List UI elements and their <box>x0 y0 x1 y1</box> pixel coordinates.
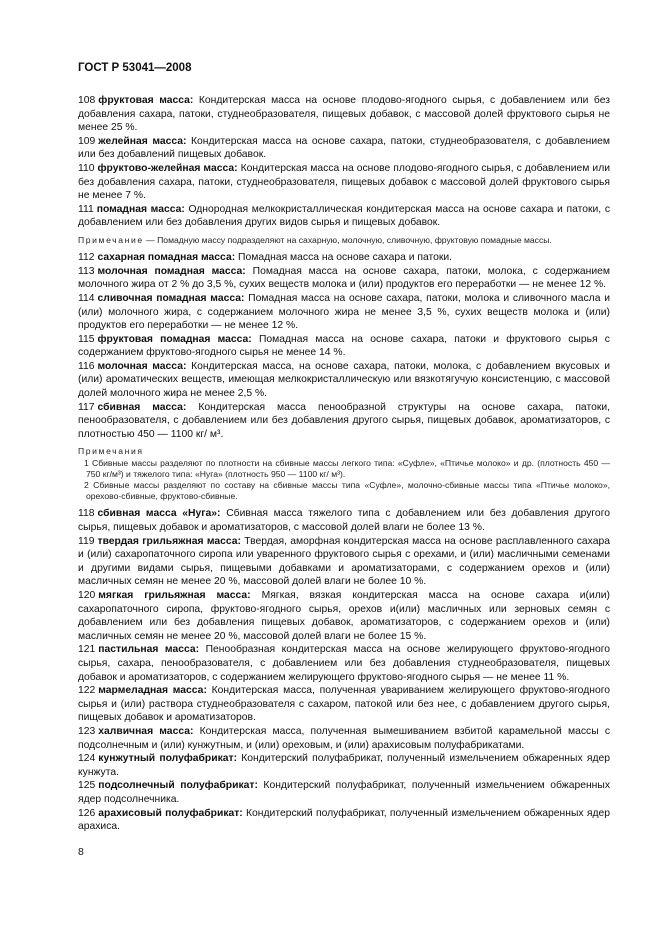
term-123: 123 халвичная масса: Кондитерская масса, полученная вымешиванием взбитой карамельной массы с подсолнечным и (или) кунжутным, и (или) ореховым, и (или) арахисовым полуфабрикатами. <box>78 725 611 751</box>
term-124: 124 кунжутный полуфабрикат: Кондитерский полуфабрикат, полученный измельчением обжаренных ядер кунжута. <box>78 753 610 778</box>
note-item-1: 1 Сбивные массы разделяют по плотности на сбивные массы легкого типа: «Суфле», «Птичье молоко» и др. (плотность 450 — 750 кг/м³) и тяжелого типа: «Нуга» (плотность 950 — 1100 кг/ м³). <box>84 457 610 479</box>
note-fondant: Примечание — Помадную массу подразделяют на сахарную, молочную, сливочную, фруктовую помадные массы. <box>78 234 552 245</box>
terms-group-b <box>78 251 610 441</box>
document-header: ГОСТ Р 53041—2008 <box>78 62 192 74</box>
term-119: 119 твердая грильяжная масса: Твердая, аморфная кондитерская масса на основе расплавленного сахара и (или) сахаропаточного сиропа или уваренного фруктового сырья с орехами, и (или) масличными семенами и другими видами сырья, пищевыми добавками и ароматизаторами, с содержанием орехов и (или) масличных семян не менее 20 %, массовой долей влаги не более 10 %. <box>78 535 610 588</box>
note-heading: Примечания <box>78 446 144 457</box>
term-111: 111 помадная масса: Однородная мелкокристаллическая кондитерская масса на основе сахара и патоки, с добавлением или без добавления других видов сырья и пищевых добавок. <box>78 203 610 229</box>
term-108: 108 фруктовая масса: Кондитерская масса на основе плодово-ягодного сырья, с добавлением или без добавления сахара, патоки, студнеобразователя, пищевых добавок, с массовой долей фруктового сырья не менее 25 %. <box>78 95 610 134</box>
term-122: 122 мармеладная масса: Кондитерская масса, полученная увариванием желирующего фруктово-ягодного сырья и (или) раствора студнеобразователя с сахаром, патокой или без нее, с добавлением другого сырья, пищевых добавок и ароматизаторов. <box>78 685 610 724</box>
terms-group-c <box>78 507 610 833</box>
note-whipped-masses <box>78 446 610 502</box>
term-118: 118 сбивная масса «Нуга»: Сбивная масса тяжелого типа с добавлением или без добавления другого сырья, пищевых добавок и ароматизаторов, с массовой долей влаги не более 13 %. <box>78 508 610 534</box>
document-page <box>78 62 610 834</box>
term-114: 114 сливочная помадная масса: Помадная масса на основе сахара, патоки, молока и сливочного масла и (или) молочного жира, с содержанием молочного жира не менее 3,5 %, сухих веществ молока и (или) продуктов его переработки — не менее 12 %. <box>78 292 610 332</box>
term-121: 121 пастильная масса: Пенообразная кондитерская масса на основе желирующего фруктово-ягодного сырья, сахара, пенообразователя, с добавлением или без добавления студнеобразователя, пищевых добавок и ароматизаторов, с содержанием желирующего фруктово-ягодного сырья — не менее 11 %. <box>78 644 611 683</box>
term-125: 125 подсолнечный полуфабрикат: Кондитерский полуфабрикат, полученный измельчением обжаренных ядер подсолнечника. <box>78 780 611 805</box>
term-116: 116 молочная масса: Кондитерская масса, на основе сахара, патоки, молока, с добавлением вкусовых и (или) ароматических веществ, имеющая мелкокристаллическую или вязкотягучую консистенцию, с массовой долей молочного жира не менее 2,5 %. <box>78 360 611 400</box>
term-126: 126 арахисовый полуфабрикат: Кондитерский полуфабрикат, полученный измельчением обжаренных ядер арахиса. <box>78 807 610 833</box>
term-110: 110 фруктово-желейная масса: Кондитерская масса на основе плодово-ягодного сырья, с добавлением или без добавления сахара, патоки, студнеобразователя, пищевых добавок с массовой долей фруктового сырья не менее 7 %. <box>78 162 611 202</box>
page-number: 8 <box>78 846 84 858</box>
term-117: 117 сбивная масса: Кондитерская масса пенообразной структуры на основе сахара, патоки, пенообразователя, с добавлением или без добавления другого сырья, пищевых добавок, ароматизаторов, с плотностью 450 — 1100 кг/ м³. <box>78 401 611 440</box>
note-item-2: 2 Сбивные массы разделяют по составу на сбивные массы типа «Суфле», молочно-сбивные массы типа «Птичье молоко», орехово-сбивные, фруктово-сбивные. <box>84 480 610 502</box>
term-120: 120 мягкая грильяжная масса: Мягкая, вязкая кондитерская масса на основе сахара и(или) сахаропаточного сиропа, фруктово-ягодного сырья, орехов и(или) масличных или зерновых семян с добавлением или без добавления пищевых добавок, ароматизаторов, с содержанием орехов и (или) масличных семян не менее 20 %, массовой долей влаги не более 15 %. <box>78 590 611 642</box>
terms-group-a <box>78 94 610 230</box>
term-115: 115 фруктовая помадная масса: Помадная масса на основе сахара, патоки и фруктового сырья с содержанием фруктово-ягодного сырья не менее 14 %. <box>78 333 610 359</box>
term-113: 113 молочная помадная масса: Помадная масса на основе сахара, патоки, молока, с содержанием молочного жира от 2 % до 3,5 %, сухих веществ молока и (или) продуктов его переработки — не менее 12 %. <box>78 265 610 291</box>
term-112: 112 сахарная помадная масса: Помадная масса на основе сахара и патоки. <box>78 252 453 264</box>
term-109: 109 желейная масса: Кондитерская масса на основе сахара, патоки, студнеобразователя, с добавлением или без добавлений пищевых добавок. <box>78 135 610 161</box>
